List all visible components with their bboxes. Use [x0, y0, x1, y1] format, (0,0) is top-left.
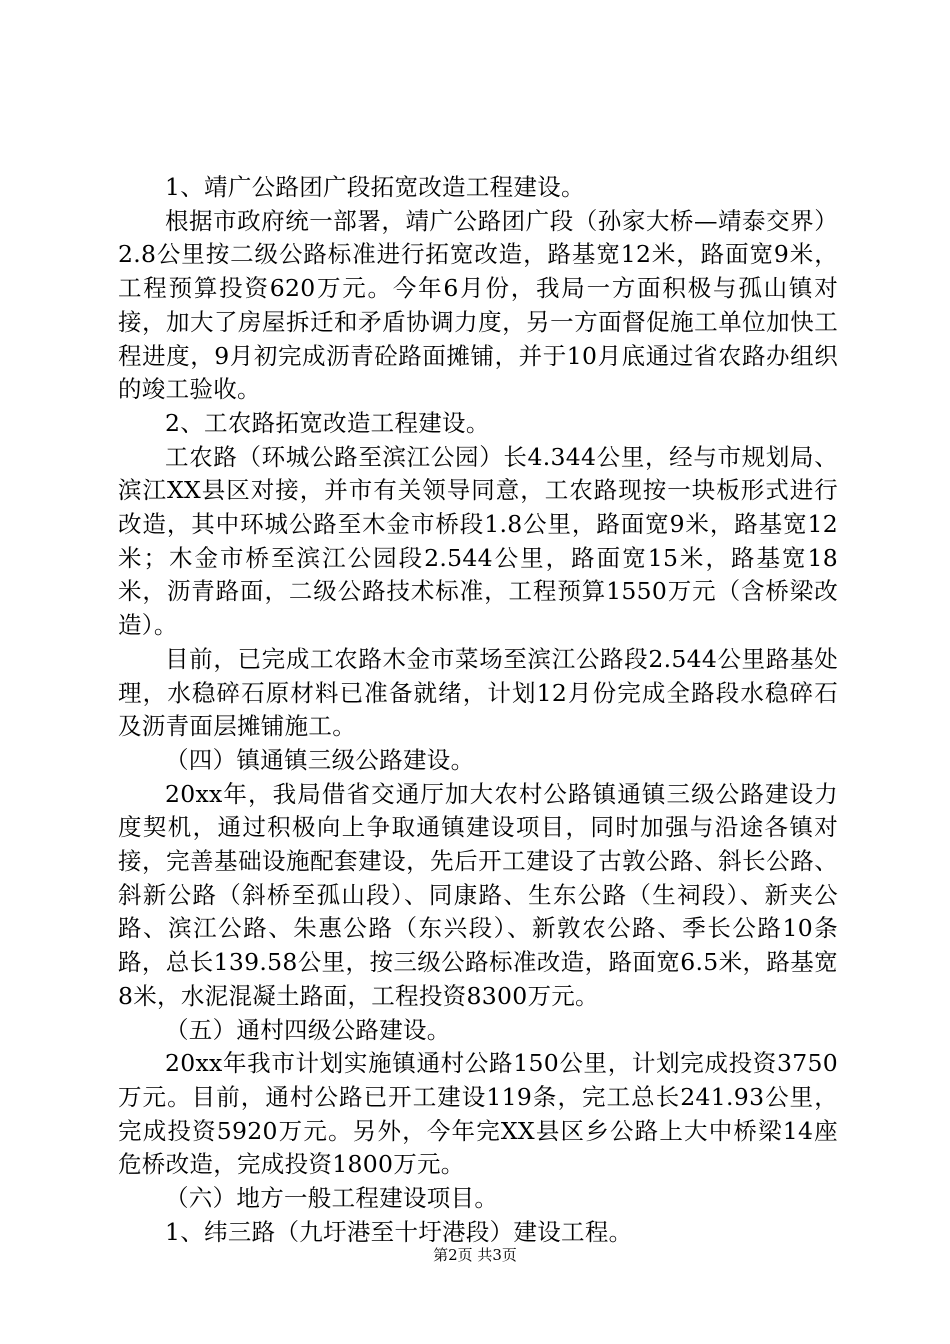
- paragraph-heading-jingguang-road: 1、靖广公路团广段拓宽改造工程建设。: [165, 173, 585, 201]
- paragraph-heading-weisan-road: 1、纬三路（九圩港至十圩港段）建设工程。: [165, 1217, 633, 1246]
- paragraph-gongnong-road-details: 工农路（环城公路至滨江公园）长4.344公里，经与市规划局、滨江XX县区对接，并市有关领导同意，工农路现按一块板形式进行改造，其中环城公路至木金市桥段1.8公里，路面宽9米，路基宽12米；木金市桥至滨江公园段2.544公里，路面宽15米，路基宽18米，沥青路面，二级公路技术标准，工程预算1550万元（含桥梁改造）。: [118, 442, 838, 640]
- paragraph-heading-section-6: （六）地方一般工程建设项目。: [165, 1184, 499, 1213]
- paragraph-jingguang-road-details: 根据市政府统一部署，靖广公路团广段（孙家大桥—靖泰交界）2.8公里按二级公路标准进行拓宽改造，路基宽12米，路面宽9米，工程预算投资620万元。今年6月份，我局一方面积极与孤山镇对接，加大了房屋拆迁和矛盾协调力度，另一方面督促施工单位加快工程进度，9月初完成沥青砼路面摊铺，并于10月底通过省农路办组织的竣工验收。: [118, 206, 838, 404]
- paragraph-heading-section-5: （五）通村四级公路建设。: [165, 1015, 451, 1044]
- paragraph-heading-gongnong-road: 2、工农路拓宽改造工程建设。: [165, 408, 490, 437]
- paragraph-section-4-details: 20xx年，我局借省交通厅加大农村公路镇通镇三级公路建设力度契机，通过积极向上争取通镇建设项目，同时加强与沿途各镇对接，完善基础设施配套建设，先后开工建设了古敦公路、斜长公路、斜新公路（斜桥至孤山段）、同康路、生东公路（生祠段）、新夹公路、滨江公路、朱惠公路（东兴段）、新敦农公路、季长公路10条路，总长139.58公里，按三级公路标准改造，路面宽6.5米，路基宽8米，水泥混凝土路面，工程投资8300万元。: [118, 779, 838, 1010]
- page-footer: 第2页 共3页: [433, 1246, 517, 1264]
- document-body: [118, 171, 838, 1250]
- paragraph-section-5-details: 20xx年我市计划实施镇通村公路150公里，计划完成投资3750万元。目前，通村公路已开工建设119条，完工总长241.93公里，完成投资5920万元。另外，今年完XX县区乡公路上大中桥梁14座危桥改造，完成投资1800万元。: [118, 1049, 838, 1179]
- paragraph-gongnong-road-progress: 目前，已完成工农路木金市菜场至滨江公路段2.544公里路基处理，水稳碎石原材料已准备就绪，计划12月份完成全路段水稳碎石及沥青面层摊铺施工。: [118, 644, 838, 741]
- paragraph-heading-section-4: （四）镇通镇三级公路建设。: [165, 745, 475, 774]
